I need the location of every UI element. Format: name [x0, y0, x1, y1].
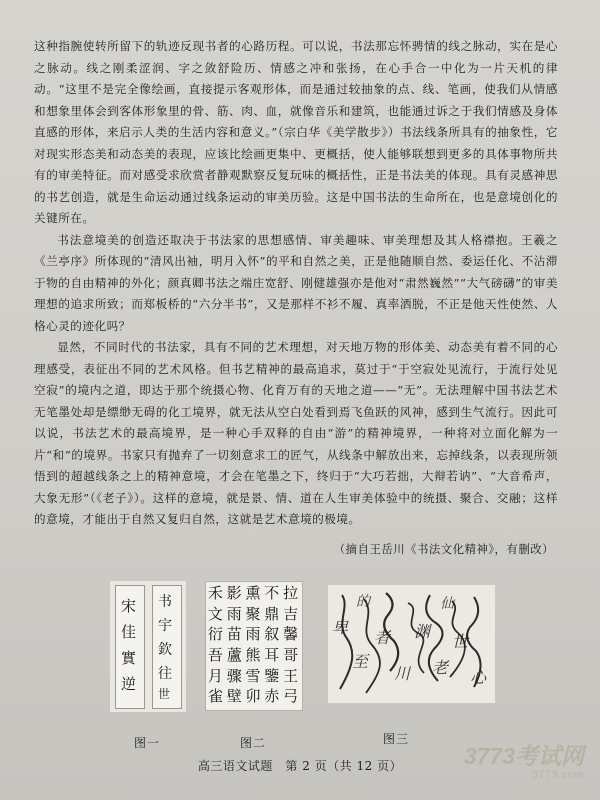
watermark-logo: 3773考试网 [463, 743, 584, 769]
figure-3-caption: 图三 [383, 732, 410, 746]
watermark-url: 3773.com [531, 769, 584, 781]
figure-2-glyph: 吾 [207, 645, 223, 664]
figure-1-glyph: 佳 [121, 623, 137, 641]
figure-3-glyph: 心 [470, 668, 487, 687]
figure-2-glyph: 月 [207, 666, 223, 685]
paragraph-1: 这种指腕使转所留下的轨迹反现书者的心路历程。可以说，书法那忘怀骋情的线之脉动，实在是心之脉动。线之刚柔涩润、字之敛舒险历、情感之冲和张扬，在心手合一中化为一片天机的律动。“这里不是完全像绘画，直接提示客观形体，而是通过较抽象的点、线、笔画，使我们从情感和想象里体会到客体形象里的骨、筋、肉、血，就像音乐和建筑，也能通过诉之于我们情感及身体直感的形体，来启示人类的生活内容和意义。”（宗白华《美学散步》）书法线条所具有的抽象性，它对现实形态美和动态美的表现，应该比绘画更集中、更概括，使人能够联想到更多的具体事物所共有的审美特征。而对感受求欣赏者静观默察反复玩味的概括性，正是书法美的体现。具有灵感神思的书艺创造，就是生命运动通过线条运动的审美历验。这是中国书法的生命所在，也是意境创化的关键所在。 [34, 39, 558, 225]
page-footer: 高三语文试题 第 2 页（共 12 页） [197, 759, 403, 773]
figure-2-glyph: 雪 [245, 666, 261, 685]
figure-3-glyph: 仙 [440, 596, 454, 612]
figure-3-glyph: 至 [352, 652, 369, 671]
figure-2-glyph: 熏 [245, 584, 261, 602]
figure-3-glyph: 老 [432, 658, 449, 677]
figure-2-glyph: 耳 [264, 645, 280, 664]
figure-1-glyph: 逆 [121, 675, 137, 693]
figure-2-glyph: 拉 [283, 584, 299, 602]
figure-2-glyph: 影 [226, 584, 242, 602]
figure-2-glyph: 苗 [226, 625, 242, 644]
figure-2-glyph: 骤 [226, 666, 242, 685]
figure-2-glyph: 叙 [264, 625, 280, 644]
site-watermark [464, 738, 584, 781]
figure-3-glyph: 卑 [332, 618, 349, 637]
figure-2-glyph: 赤 [264, 687, 280, 706]
figure-2-glyph-grid [206, 583, 300, 707]
figure-1-glyph: 宋 [121, 597, 137, 615]
figure-2-glyph: 弓 [283, 687, 299, 706]
figure-2-glyph: 哥 [283, 645, 299, 664]
figure-3-image [328, 585, 495, 703]
figure-2-glyph: 雀 [207, 687, 223, 706]
figure-2-glyph: 鑒 [264, 666, 280, 685]
figure-3-glyph: 的 [356, 594, 370, 610]
figure-3-glyph: 世 [452, 632, 469, 651]
figure-1-glyph: 书 [158, 594, 172, 610]
figure-2-glyph: 馨 [283, 625, 299, 644]
figure-3-glyph: 川 [394, 664, 411, 683]
source-citation: （摘自王岳川《书法文化精神》，有删改） [333, 542, 554, 556]
figure-2-glyph: 文 [207, 604, 223, 623]
figure-1-glyph: 實 [121, 649, 137, 667]
figure-2-glyph: 蘆 [226, 645, 242, 664]
figure-2-glyph: 不 [264, 584, 280, 602]
figure-1-glyph: 世 [158, 687, 171, 701]
figure-2-glyph: 吉 [283, 604, 299, 623]
figure-2-glyph: 聚 [245, 604, 261, 623]
figure-1-glyph: 欽 [158, 642, 172, 658]
figure-2-glyph: 熊 [245, 645, 261, 664]
figure-2-glyph: 衍 [207, 625, 223, 644]
figure-2-glyph: 卯 [245, 687, 261, 706]
paragraph-3: 显然，不同时代的书法家，具有不同的艺术理想，对天地万物的形体美、动态美有着不同的心理感受，表征出不同的艺术风格。但书艺精神的最高追求，莫过于“于空寂处见流行，于流行处见空寂”的境内之道，即达于那个统摄心物、化育万有的天地之道——“无”。无法理解中国书法艺术无笔墨处却是缥缈无碍的化工境界，就无法从空白处看到焉飞鱼跃的风神，感到生气流行。因此可以说，书法艺术的最高境界，是一种心手双释的自由“游”的精神境界，一种将对立面化解为一片“和”的境界。书家只有抛弃了一切刻意求工的匠气，从线条中解放出来，忘掉线条，以表现所领悟到的超越线条之上的精神意境，才会在笔墨之下，终归于“大巧若拙，大辩若讷”、“大音希声，大象无形”（《老子》）。这样的意境，就是景、情、道在人生审美体验中的统摄、聚合、交融；这样的意境，才能出于自然又复归自然，这就是艺术意境的极境。 [34, 340, 558, 526]
figure-2-caption: 图二 [240, 736, 267, 750]
figure-1-glyph: 宇 [158, 618, 172, 634]
figure-2-glyph: 壁 [226, 687, 242, 706]
figure-2-glyph: 禾 [207, 584, 223, 602]
figure-2-glyph: 鼎 [264, 604, 280, 623]
figure-3-glyph: 者 [374, 628, 391, 647]
paragraph-2: 书法意境美的创造还取决于书法家的思想感情、审美趣味、审美理想及其人格襟抱。王羲之《兰亭序》所体现的“清风出袖，明月入怀”的平和自然之美，正是他随顺自然、委运任化、不沾滞于物的自由精神的外化；颜真卿书法之端庄宽舒、刚健雄强亦是他对“肃然巍然”“大气磅礴”的审美理想的追求所致；而郑板桥的“六分半书”，又是那样不衫不履、真率洒脱，不正是他天性使然、人格心灵的迹化吗？ [34, 232, 558, 333]
figure-1-image [110, 581, 186, 712]
figure-2-glyph: 雨 [226, 604, 242, 623]
figure-2-glyph: 王 [283, 666, 299, 685]
figure-3-glyph: 渊 [414, 622, 431, 641]
figure-2-glyph: 雨 [245, 625, 261, 644]
figure-1-caption: 图一 [134, 736, 161, 750]
figure-1-glyph: 往 [158, 666, 172, 682]
